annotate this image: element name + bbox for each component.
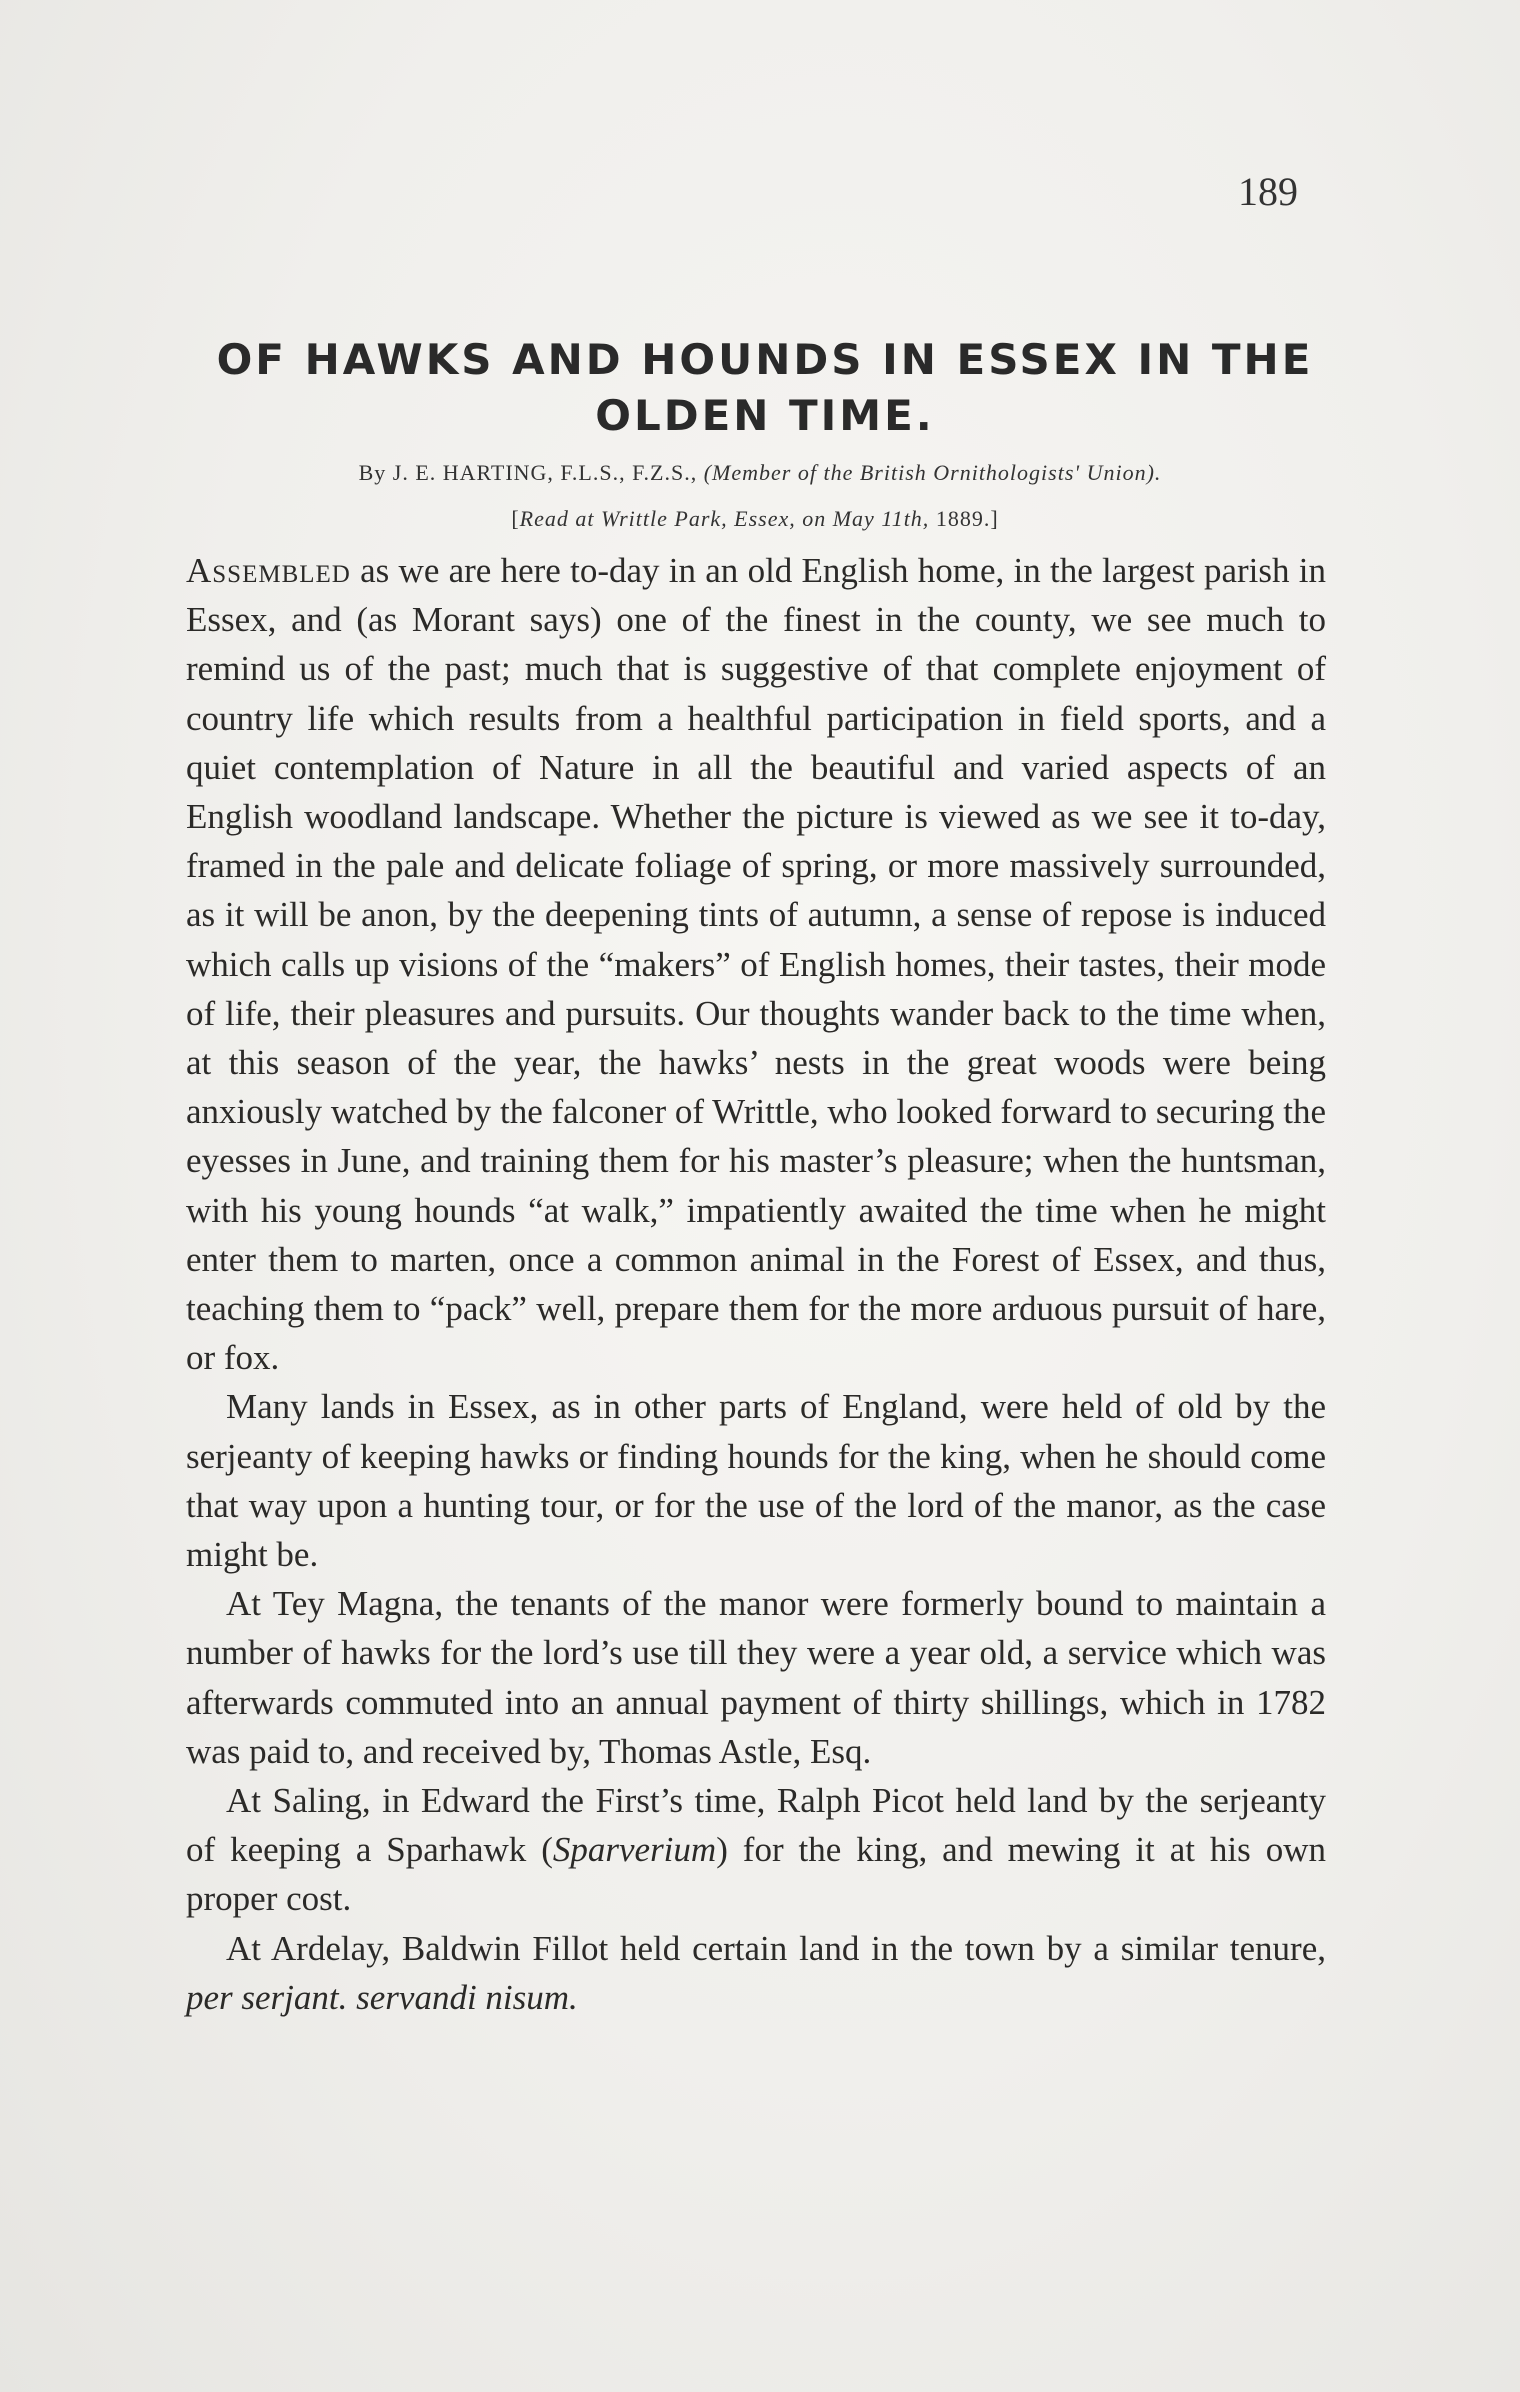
paragraph-1-lead: Assembled xyxy=(186,551,351,590)
read-at-note xyxy=(190,506,1320,532)
byline xyxy=(190,460,1330,486)
read-at-open: [ xyxy=(511,506,520,531)
byline-prefix: By xyxy=(358,460,393,485)
article-body xyxy=(186,546,1326,2022)
paragraph-1 xyxy=(186,546,1326,1382)
paragraph-4 xyxy=(186,1776,1326,1924)
read-at-text: Read at Writtle Park, Essex, on May 11th, xyxy=(519,506,930,531)
paragraph-4-italic: Sparverium xyxy=(552,1830,717,1870)
paragraph-1-text: as we are here to-day in an old English home, in the largest parish in Essex, and (as Morant says) one of the finest in the county, we see much to remind us of the past; much that is suggestive of that complete enjoyment of country life which results from a healthful participation in field sports, and a quiet contemplation of Nature in all the beautiful and varied aspects of an English woodland landscape. Whether the picture is viewed as we see it to-day, framed in the pale and delicate foliage of spring, or more massively surrounded, as it will be anon, by the deepening tints of autumn, a sense of repose is induced which calls up visions of the “makers” of English homes, their tastes, their mode of life, their pleasures and pursuits. Our thoughts wander back to the time when, at this season of the year, the hawks’ nests in the great woods were being anxiously watched by the falconer of Writtle, who looked forward to securing the eyesses in June, and training them for his master’s pleasure; when the huntsman, with his young hounds “at walk,” impatiently awaited the time when he might enter them to marten, once a common animal in the Forest of Essex, and thus, teaching them to “pack” well, prepare them for the more arduous pursuit of hare, or fox. xyxy=(186,551,1326,1378)
read-at-year: 1889.] xyxy=(929,506,999,531)
paragraph-4-before: At Saling, in Edward the First’s time, Ralph Picot held land by the serjeanty of keeping a Sparhawk ( xyxy=(186,1781,1326,1870)
page-number: 189 xyxy=(1238,169,1298,214)
author-affiliation: (Member of the British Ornithologists' Union). xyxy=(703,460,1162,485)
paragraph-3: At Tey Magna, the tenants of the manor were formerly bound to maintain a number of hawks for the lord’s use till they were a year old, a service which was afterwards commuted into an annual payment of thirty shillings, which in 1782 was paid to, and received by, Thomas Astle, Esq. xyxy=(186,1584,1326,1771)
paragraph-5-italic: per serjant. servandi nisum. xyxy=(186,1977,578,2017)
paragraph-2: Many lands in Essex, as in other parts of England, were held of old by the serjeanty of keeping hawks or finding hounds for the king, when he should come that way upon a hunting tour, or for the use of the lord of the manor, as the case might be. xyxy=(186,1387,1326,1575)
paragraph-4-after: ) for the king, and mewing it at his own proper cost. xyxy=(186,1830,1326,1919)
author-name: J. E. HARTING, F.L.S., F.Z.S., xyxy=(392,460,698,485)
paragraph-5 xyxy=(186,1924,1326,2022)
paragraph-5-before: At Ardelay, Baldwin Fillot held certain land in the town by a similar tenure, xyxy=(226,1928,1326,1968)
article-title: OF HAWKS AND HOUNDS IN ESSEX IN THE OLDEN TIME. xyxy=(216,335,1314,440)
